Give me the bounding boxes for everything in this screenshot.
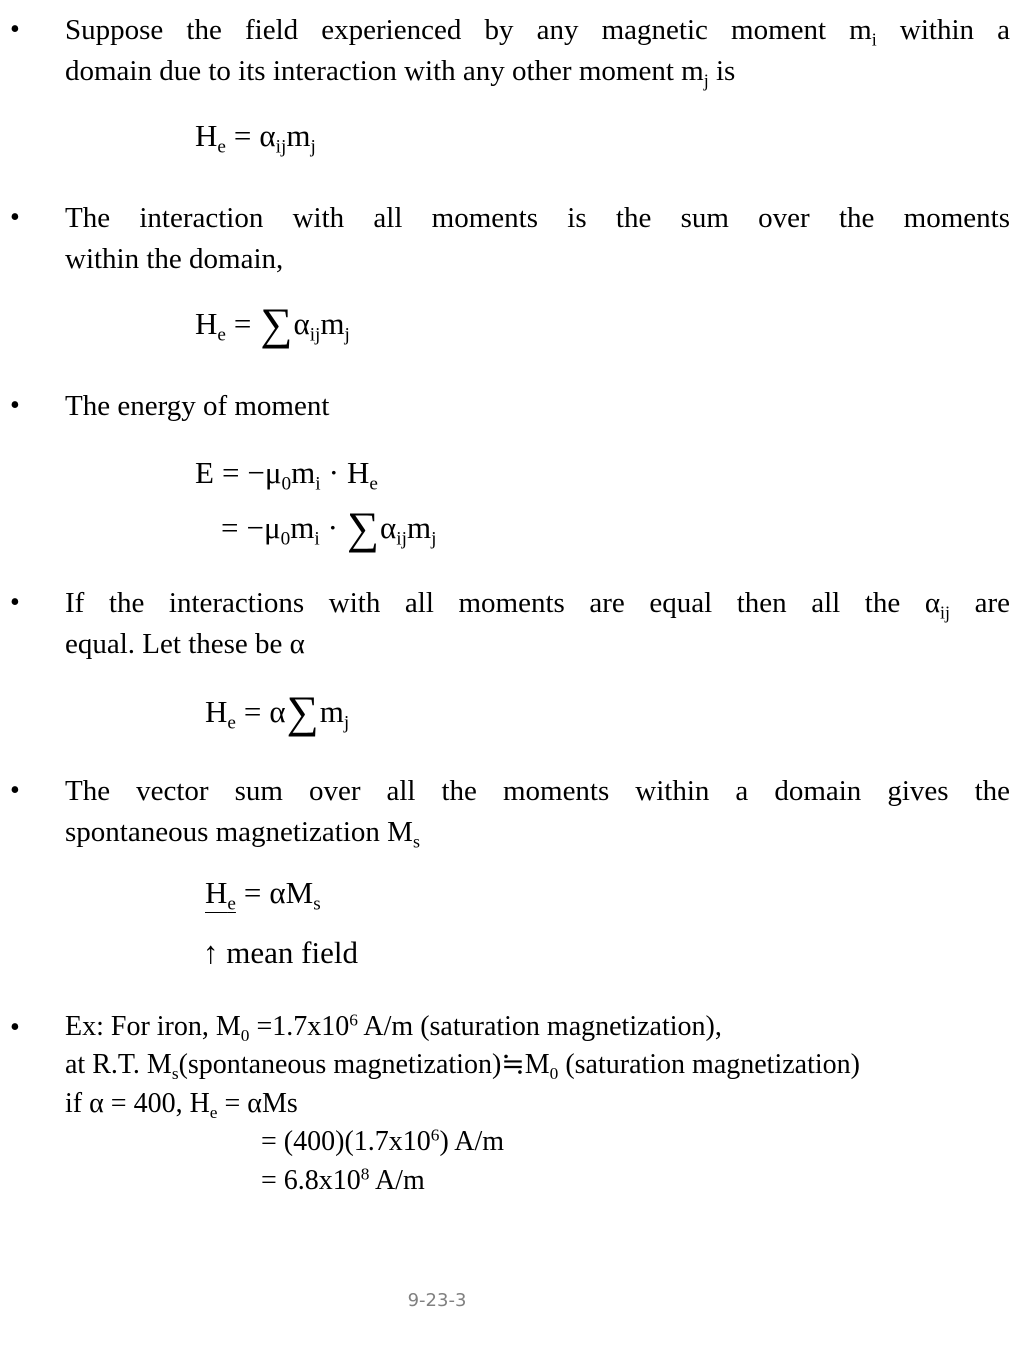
text-line: The energy of moment xyxy=(65,390,330,422)
bullet-text-vector-sum xyxy=(65,771,1010,853)
bullet-text-equal-interactions xyxy=(65,583,1010,665)
up-arrow-icon: ↑ xyxy=(203,935,219,970)
example-line-2: at R.T. $M_s(spontaneous$ $magnetization)≒M_0$ (saturation magnetization) xyxy=(65,1049,860,1084)
bullet-marker: • xyxy=(10,202,20,233)
example-line-3: if α = 400, $H_e = \alpha Ms$ xyxy=(65,1088,298,1123)
bullet-marker: • xyxy=(10,587,20,618)
text-line: The interaction with all moments is the sum over the moments xyxy=(65,202,1010,234)
text-line: The vector sum over all the moments within a domain gives the xyxy=(65,775,1010,807)
bullet-text-energy xyxy=(65,386,1010,427)
equation-energy-line-2: = $-\mu_0m_i \cdot \sum\alpha_{ij}m_j$ xyxy=(221,503,437,554)
equation-exchange-field-pair: $H_e = \alpha_{ij}m_j$ xyxy=(195,118,316,158)
bullet-marker: • xyxy=(10,775,20,806)
page-number: 9-23-3 xyxy=(407,1290,467,1311)
text-line: domain due to its interaction with any other moment $m_j$ is xyxy=(65,55,736,91)
text-line: within the domain, xyxy=(65,243,284,275)
equation-mean-field: $H_e = \alpha M_s$ xyxy=(205,875,321,915)
equation-energy-line-1: $E = -\mu_0m_i \cdot H_e$ xyxy=(195,455,378,495)
bullet-text-interaction-sum xyxy=(65,198,1010,280)
mean-field-annotation: ↑ mean field xyxy=(203,935,358,970)
text-line: equal. Let these be α xyxy=(65,628,305,660)
example-line-5: = $6.8x10^8$ A/m xyxy=(261,1164,425,1196)
equation-exchange-field-sum: $H_e = \sum\alpha_{ij}m_j$ xyxy=(195,299,350,350)
bullet-marker: • xyxy=(10,14,20,45)
example-line-1: Ex: For iron, $M_0 =1.7x10^6$ A/m (saturation magnetization), xyxy=(65,1010,722,1046)
bullet-text-suppose xyxy=(65,10,1010,92)
bullet-marker: • xyxy=(10,390,20,421)
equation-exchange-field-alpha: $H_e = \alpha\sum m_j$ xyxy=(205,687,350,738)
mean-field-term: $H_e$ xyxy=(205,875,236,915)
example-line-4: = $(400)(1.7x10^6)$ A/m xyxy=(261,1125,505,1157)
text-line: Suppose the field experienced by any magnetic moment $m_i$ within a xyxy=(65,14,1010,50)
bullet-marker: • xyxy=(10,1012,20,1043)
text-line: spontaneous magnetization $M_s$ xyxy=(65,816,420,852)
text-line: If the interactions with all moments are equal then all the $\alpha_{ij}$ are xyxy=(65,587,1010,623)
